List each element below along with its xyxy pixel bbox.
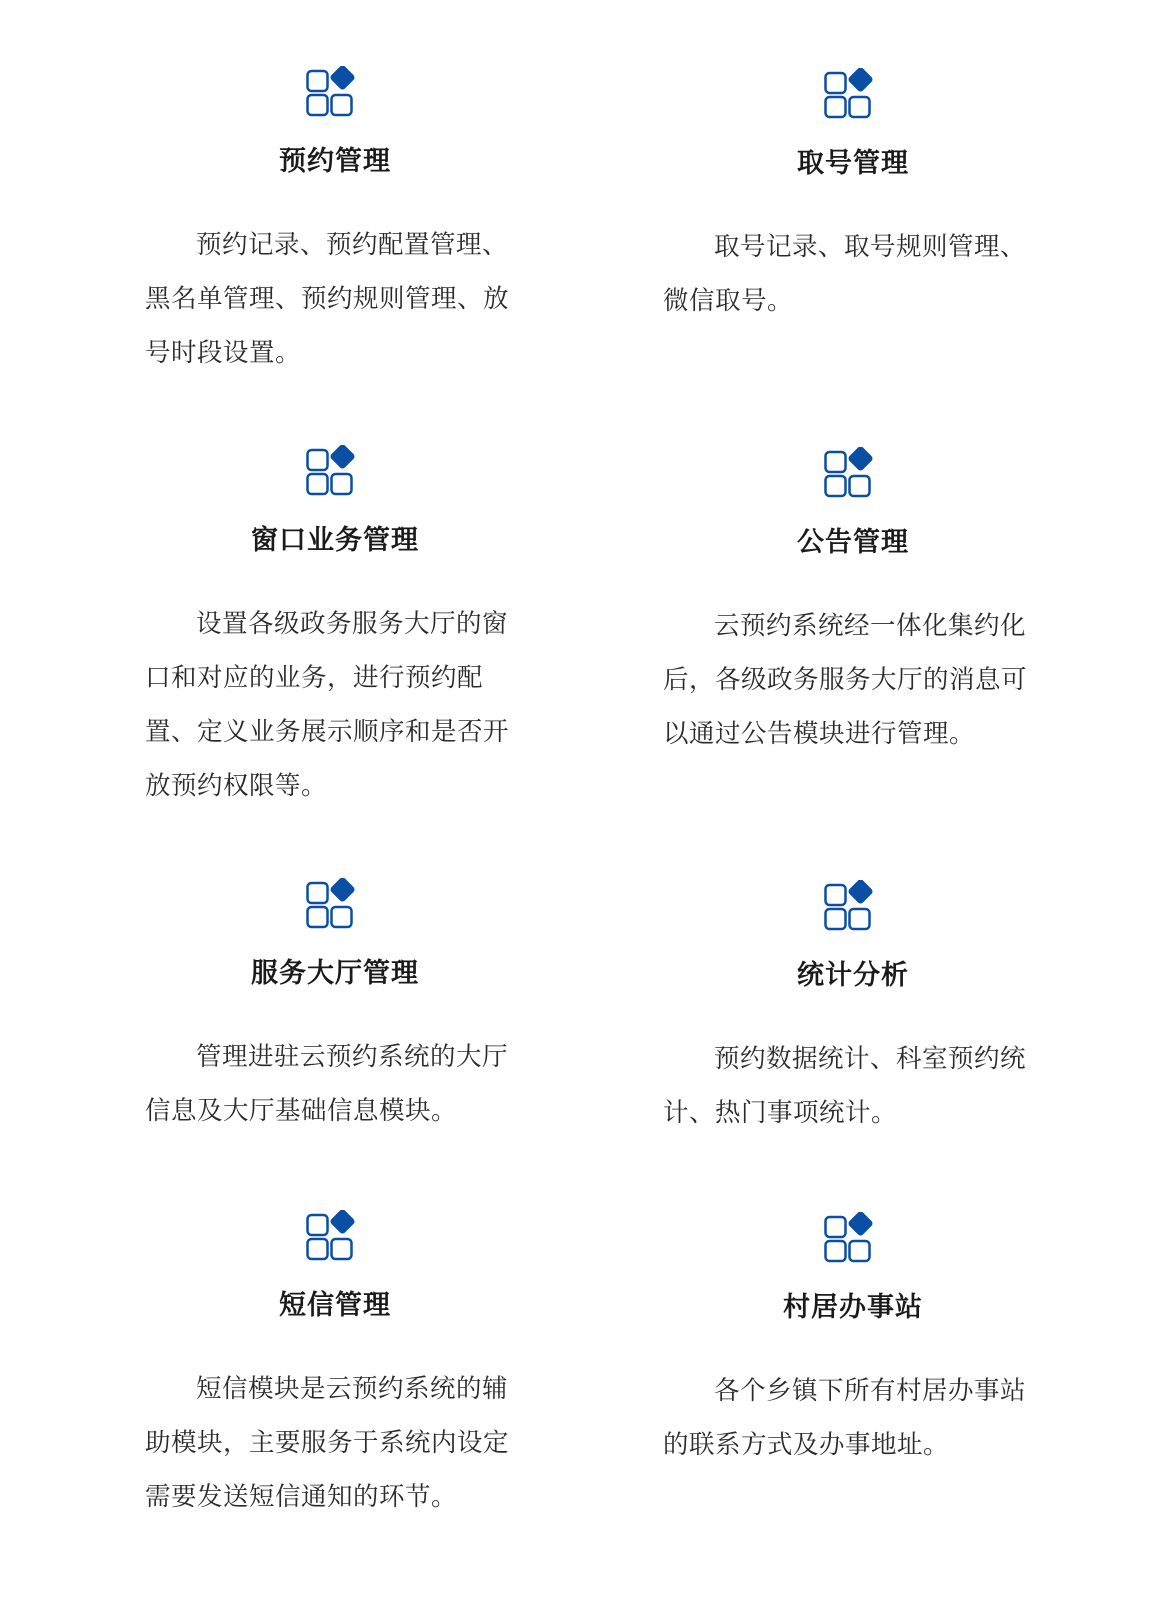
module-description: 各个乡镇下所有村居办事站的联系方式及办事地址。	[663, 1376, 1027, 1460]
module-card-announcement	[663, 447, 1043, 761]
module-title: 统计分析	[797, 960, 909, 991]
module-title: 服务大厅管理	[251, 958, 419, 989]
module-description: 预约数据统计、科室预约统计、热门事项统计。	[663, 1044, 1027, 1128]
app-grid-icon	[306, 445, 364, 497]
app-grid-icon	[824, 447, 882, 499]
module-title: 取号管理	[797, 148, 909, 179]
module-title: 预约管理	[279, 146, 391, 177]
module-title: 窗口业务管理	[251, 525, 419, 556]
module-description: 取号记录、取号规则管理、微信取号。	[663, 232, 1027, 316]
app-grid-icon	[824, 1212, 882, 1264]
module-card-queue-number	[663, 68, 1043, 328]
module-title: 短信管理	[279, 1290, 391, 1321]
module-description: 预约记录、预约配置管理、黑名单管理、预约规则管理、放号时段设置。	[145, 230, 510, 368]
module-card-village-station	[663, 1212, 1043, 1472]
app-grid-icon	[306, 878, 364, 930]
app-grid-icon	[824, 880, 882, 932]
module-card-service-hall	[145, 878, 525, 1138]
module-card-statistics	[663, 880, 1043, 1140]
app-grid-icon	[306, 1210, 364, 1262]
app-grid-icon	[824, 68, 882, 120]
app-grid-icon	[306, 66, 364, 118]
module-card-window-business	[145, 445, 525, 813]
module-description: 云预约系统经一体化集约化后，各级政务服务大厅的消息可以通过公告模块进行管理。	[663, 611, 1028, 749]
module-card-appointment	[145, 66, 525, 380]
module-description: 管理进驻云预约系统的大厅信息及大厅基础信息模块。	[145, 1042, 509, 1126]
module-description: 短信模块是云预约系统的辅助模块，主要服务于系统内设定需要发送短信通知的环节。	[145, 1374, 510, 1512]
module-title: 公告管理	[797, 527, 909, 558]
module-description: 设置各级政务服务大厅的窗口和对应的业务，进行预约配置、定义业务展示顺序和是否开放预约权限等。	[145, 609, 510, 801]
module-card-sms	[145, 1210, 525, 1524]
module-title: 村居办事站	[783, 1292, 923, 1323]
